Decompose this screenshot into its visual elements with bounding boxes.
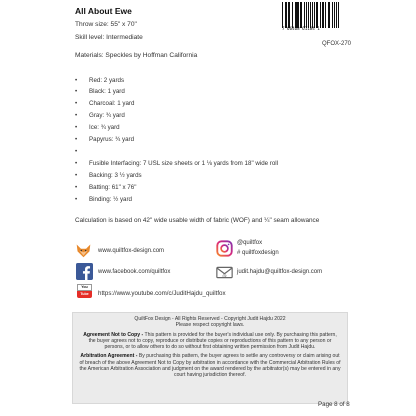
- arbitration-text: By purchasing this pattern, the buyer agrees to settle any controversy or claim arising out of breach of the above Agreement Not to Copy by arbitration in accordance with the Commercial Arbitration Rules of the American Arbitration Association and judgment on the award rendered by the arbitrator(s) may be entered in any court having jurisdiction thereof.: [79, 353, 341, 379]
- youtube-logo-tube: Tube: [77, 291, 92, 298]
- list-item: • Backing: 3 ½ yards: [75, 172, 142, 179]
- youtube-logo-you: You: [77, 284, 92, 291]
- agreement-title: Agreement Not to Copy -: [83, 331, 144, 338]
- agreement-paragraph: [79, 332, 341, 351]
- calculation-note: Calculation is based on 42" wide usable width of fabric (WOF) and ¼" seam allowance: [75, 217, 320, 224]
- arbitration-title: Arbitration Agreement -: [80, 353, 138, 360]
- website-link[interactable]: www.quiltfox-design.com: [98, 248, 165, 254]
- facebook-icon: [76, 263, 93, 280]
- barcode-bar: [338, 2, 339, 28]
- page-number: Page 8 of 8: [318, 401, 350, 408]
- instagram-tag: # quiltfoxdesign: [237, 250, 279, 256]
- bullet-icon: •: [75, 160, 78, 167]
- arbitration-paragraph: [79, 353, 341, 378]
- agreement-text: This pattern is provided for the buyer's individual use only. By purchasing this pattern, the buyer agrees not to copy, reproduce or distribute copies or reproductions of this pattern to any person or persons, or to allow others to do so without first obtaining written permission from Judit Hajdu.: [88, 331, 337, 351]
- barcode: [282, 2, 346, 32]
- bullet-icon: •: [75, 77, 78, 84]
- throw-size: Throw size: 55" x 70": [75, 21, 137, 28]
- youtube-icon: [77, 284, 92, 298]
- youtube-link[interactable]: https://www.youtube.com/c/JuditHajdu_quiltfox: [98, 290, 226, 297]
- barcode-number: 7 66468 61184 1: [282, 26, 320, 31]
- list-item: • Gray: ¾ yard: [75, 112, 125, 119]
- instagram-icon: [216, 240, 233, 257]
- bullet-icon: •: [75, 100, 78, 107]
- bullet-icon: •: [75, 184, 78, 191]
- bullet-icon: •: [75, 136, 78, 143]
- materials-line: Materials: Speckles by Hoffman California: [75, 52, 198, 59]
- list-item: • Fusible Interfacing: 7 USL size sheets or 1 ⅛ yards from 18" wide roll: [75, 160, 279, 167]
- email-icon: [216, 264, 233, 281]
- barcode-bars: [282, 2, 346, 28]
- email-link[interactable]: judit.hajdu@quiltfox-design.com: [237, 269, 323, 275]
- list-item: • Batting: 61" x 76": [75, 184, 137, 191]
- bullet-icon: •: [75, 112, 78, 119]
- list-item: • Ice: ¾ yard: [75, 124, 120, 131]
- list-item: [75, 148, 89, 155]
- copyright-line: QuiltFox Design - All Rights Reserved - Copyright Judit Hajdu 2022: [134, 316, 286, 322]
- bullet-icon: •: [75, 172, 78, 179]
- list-item: • Black: 1 yard: [75, 88, 125, 95]
- svg-text:@: @: [222, 274, 227, 280]
- pattern-title: All About Ewe: [75, 6, 132, 16]
- bullet-icon: •: [75, 124, 78, 131]
- facebook-link[interactable]: www.facebook.com/quiltfox: [98, 269, 171, 275]
- instagram-handle[interactable]: @quiltfox: [237, 240, 263, 246]
- product-sku: QFOX-270: [322, 41, 352, 47]
- bullet-icon: •: [75, 196, 78, 203]
- bullet-icon: •: [75, 88, 78, 95]
- list-item: • Binding: ½ yard: [75, 196, 132, 203]
- respect-line: Please respect copyright laws.: [175, 322, 245, 329]
- skill-level: Skill level: Intermediate: [75, 34, 143, 41]
- bullet-icon: •: [75, 148, 78, 155]
- list-item: • Charcoal: 1 yard: [75, 100, 135, 107]
- fox-logo-icon: [75, 242, 92, 259]
- legal-notice: [72, 312, 348, 404]
- list-item: • Papyrus: ¾ yard: [75, 136, 135, 143]
- list-item: • Red: 2 yards: [75, 77, 125, 84]
